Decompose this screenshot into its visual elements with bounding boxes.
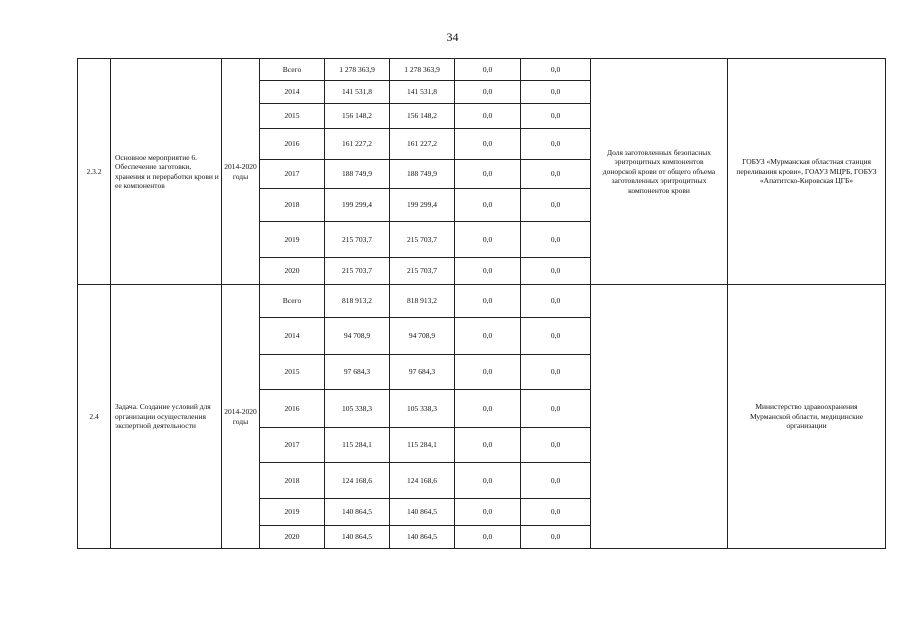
other-sources-cell: 0,0 [521,390,591,428]
other-sources-cell: 0,0 [521,428,591,463]
other-sources-cell: 0,0 [521,160,591,189]
total-cell: 140 864,5 [325,526,390,549]
item-number: 2.4 [78,285,111,549]
regional-budget-cell: 94 708,9 [390,318,455,355]
other-sources-cell: 0,0 [521,258,591,285]
total-cell: 215 703,7 [325,222,390,258]
total-cell: 141 531,8 [325,81,390,104]
year-cell: 2017 [260,160,325,189]
total-cell: 818 913,2 [325,285,390,318]
other-sources-cell: 0,0 [521,318,591,355]
regional-budget-cell: 818 913,2 [390,285,455,318]
regional-budget-cell: 115 284,1 [390,428,455,463]
page-number: 34 [446,30,459,44]
other-sources-cell: 0,0 [521,104,591,129]
other-sources-cell: 0,0 [521,81,591,104]
total-cell: 140 864,5 [325,499,390,526]
federal-budget-cell: 0,0 [455,428,521,463]
other-sources-cell: 0,0 [521,129,591,160]
table-row [78,59,886,81]
other-sources-cell: 0,0 [521,285,591,318]
other-sources-cell: 0,0 [521,189,591,222]
regional-budget-cell: 105 338,3 [390,390,455,428]
year-cell: 2014 [260,81,325,104]
federal-budget-cell: 0,0 [455,355,521,390]
regional-budget-cell: 140 864,5 [390,526,455,549]
federal-budget-cell: 0,0 [455,499,521,526]
federal-budget-cell: 0,0 [455,59,521,81]
indicator-cell [591,285,728,549]
year-cell: 2015 [260,104,325,129]
regional-budget-cell: 1 278 363,9 [390,59,455,81]
federal-budget-cell: 0,0 [455,318,521,355]
executor-cell: ГОБУЗ «Мурманская областная станция переливания крови», ГОАУЗ МЦРБ, ГОБУЗ «Апатитско-Кировская ЦГБ» [728,59,886,285]
year-cell: 2019 [260,499,325,526]
other-sources-cell: 0,0 [521,222,591,258]
item-period: 2014-2020 годы [222,285,260,549]
item-name: Задача. Создание условий для организации осуществления экспертной деятельности [111,285,222,549]
total-cell: 188 749,9 [325,160,390,189]
item-name: Основное мероприятие 6. Обеспечение заготовки, хранения и переработки крови и ее компонентов [111,59,222,285]
federal-budget-cell: 0,0 [455,285,521,318]
item-number: 2.3.2 [78,59,111,285]
federal-budget-cell: 0,0 [455,526,521,549]
federal-budget-cell: 0,0 [455,129,521,160]
other-sources-cell: 0,0 [521,499,591,526]
regional-budget-cell: 141 531,8 [390,81,455,104]
regional-budget-cell: 161 227,2 [390,129,455,160]
federal-budget-cell: 0,0 [455,160,521,189]
indicator-cell: Доля заготовленных безопасных эритроцитных компонентов донорской крови от общего объема заготовленных эритроцитных компонентов крови [591,59,728,285]
year-cell: 2016 [260,129,325,160]
other-sources-cell: 0,0 [521,526,591,549]
year-cell: 2015 [260,355,325,390]
other-sources-cell: 0,0 [521,355,591,390]
regional-budget-cell: 215 703,7 [390,258,455,285]
year-cell: Всего [260,59,325,81]
total-cell: 124 168,6 [325,463,390,499]
year-cell: Всего [260,285,325,318]
year-cell: 2018 [260,463,325,499]
table-body [78,59,886,549]
regional-budget-cell: 97 684,3 [390,355,455,390]
regional-budget-cell: 156 148,2 [390,104,455,129]
total-cell: 156 148,2 [325,104,390,129]
executor-cell: Министерство здравоохранения Мурманской области, медицинские организации [728,285,886,549]
table-row [78,285,886,318]
regional-budget-cell: 188 749,9 [390,160,455,189]
total-cell: 94 708,9 [325,318,390,355]
regional-budget-cell: 199 299,4 [390,189,455,222]
other-sources-cell: 0,0 [521,463,591,499]
total-cell: 1 278 363,9 [325,59,390,81]
year-cell: 2020 [260,258,325,285]
year-cell: 2016 [260,390,325,428]
total-cell: 105 338,3 [325,390,390,428]
regional-budget-cell: 124 168,6 [390,463,455,499]
total-cell: 215 703,7 [325,258,390,285]
other-sources-cell: 0,0 [521,59,591,81]
federal-budget-cell: 0,0 [455,222,521,258]
total-cell: 115 284,1 [325,428,390,463]
item-period: 2014-2020 годы [222,59,260,285]
program-table [77,58,886,549]
year-cell: 2019 [260,222,325,258]
regional-budget-cell: 140 864,5 [390,499,455,526]
federal-budget-cell: 0,0 [455,390,521,428]
federal-budget-cell: 0,0 [455,189,521,222]
federal-budget-cell: 0,0 [455,463,521,499]
federal-budget-cell: 0,0 [455,104,521,129]
year-cell: 2014 [260,318,325,355]
year-cell: 2018 [260,189,325,222]
regional-budget-cell: 215 703,7 [390,222,455,258]
total-cell: 97 684,3 [325,355,390,390]
year-cell: 2020 [260,526,325,549]
total-cell: 161 227,2 [325,129,390,160]
federal-budget-cell: 0,0 [455,258,521,285]
year-cell: 2017 [260,428,325,463]
federal-budget-cell: 0,0 [455,81,521,104]
total-cell: 199 299,4 [325,189,390,222]
